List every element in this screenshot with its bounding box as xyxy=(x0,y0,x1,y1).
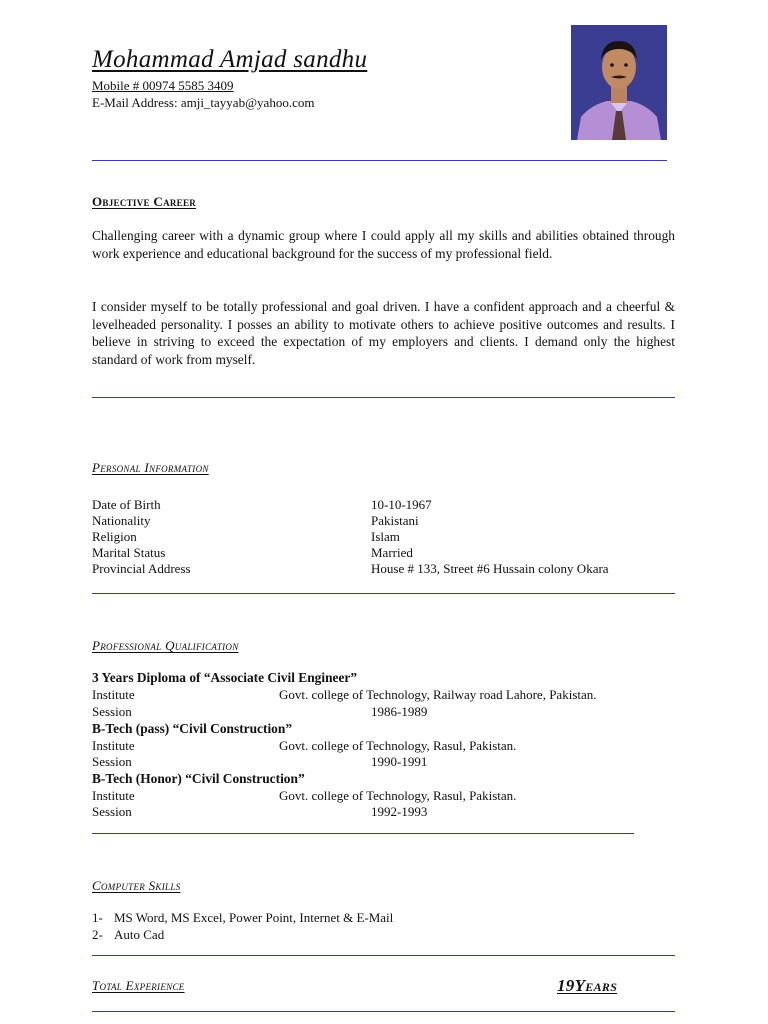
experience-heading: Total Experience xyxy=(92,978,185,993)
skill-item xyxy=(92,927,164,943)
divider xyxy=(92,397,675,398)
divider xyxy=(92,1011,675,1012)
row-label: Date of Birth xyxy=(92,497,161,512)
email-address: E-Mail Address: amji_tayyab@yahoo.com xyxy=(92,95,315,110)
qualification-title: B-Tech (pass) “Civil Construction” xyxy=(92,721,293,736)
divider xyxy=(92,160,667,161)
qualification-title: 3 Years Diploma of “Associate Civil Engineer” xyxy=(92,670,358,685)
qualification-institute-label: Institute xyxy=(92,687,135,702)
qualification-institute: Govt. college of Technology, Rasul, Pakistan. xyxy=(279,738,517,753)
row-label: Nationality xyxy=(92,513,151,528)
divider xyxy=(92,593,675,594)
skill-number: 2- xyxy=(92,927,103,942)
skill-item xyxy=(92,910,393,926)
row-value: Pakistani xyxy=(371,513,419,528)
personal-row-address xyxy=(92,561,191,577)
qualification-session-label: Session xyxy=(92,754,132,769)
row-label: Provincial Address xyxy=(92,561,191,576)
mobile-number: Mobile # 00974 5585 3409 xyxy=(92,78,234,93)
row-value: Married xyxy=(371,545,413,560)
qualification-heading: Professional Qualification xyxy=(92,638,239,653)
qualification-session-label: Session xyxy=(92,704,132,719)
qualification-institute: Govt. college of Technology, Railway road Lahore, Pakistan. xyxy=(279,687,597,702)
qualification-institute-label: Institute xyxy=(92,738,135,753)
personal-heading: Personal Information xyxy=(92,460,209,475)
divider xyxy=(92,833,634,834)
experience-value: 19Years xyxy=(557,976,618,995)
skill-number: 1- xyxy=(92,910,103,925)
personal-row-dob xyxy=(92,497,161,513)
qualification-institute: Govt. college of Technology, Rasul, Pakistan. xyxy=(279,788,517,803)
qualification-session: 1992-1993 xyxy=(371,804,428,819)
personal-row-religion xyxy=(92,529,137,545)
row-value: 10-10-1967 xyxy=(371,497,432,512)
skill-text: Auto Cad xyxy=(114,927,165,942)
qualification-session: 1990-1991 xyxy=(371,754,428,769)
qualification-institute-label: Institute xyxy=(92,788,135,803)
qualification-session: 1986-1989 xyxy=(371,704,428,719)
candidate-name: Mohammad Amjad sandhu xyxy=(92,46,368,73)
row-value: House # 133, Street #6 Hussain colony Okara xyxy=(371,561,609,576)
row-label: Religion xyxy=(92,529,137,544)
row-value: Islam xyxy=(371,529,400,544)
personal-row-marital xyxy=(92,545,165,561)
row-label: Marital Status xyxy=(92,545,166,560)
personal-row-nationality xyxy=(92,513,151,529)
computer-heading: Computer Skills xyxy=(92,878,181,893)
divider xyxy=(92,955,675,956)
objective-heading: Objective Career xyxy=(92,194,197,209)
profile-photo xyxy=(571,25,667,140)
skill-text: MS Word, MS Excel, Power Point, Internet & E-Mail xyxy=(114,910,394,925)
qualification-title: B-Tech (Honor) “Civil Construction” xyxy=(92,771,305,786)
objective-paragraph-1: Challenging career with a dynamic group where I could apply all my skills and abilities obtained through work experience and educational background for the success of my professional field. xyxy=(92,228,675,261)
qualification-session-label: Session xyxy=(92,804,132,819)
objective-paragraph-2: I consider myself to be totally professional and goal driven. I have a confident approach and a cheerful & levelheaded personality. I posses an ability to motivate others to achieve positive outcomes and results. I believe in striving to exceed the expectation of my employers and clients. I demand only the highest standard of work from myself. xyxy=(92,299,675,367)
